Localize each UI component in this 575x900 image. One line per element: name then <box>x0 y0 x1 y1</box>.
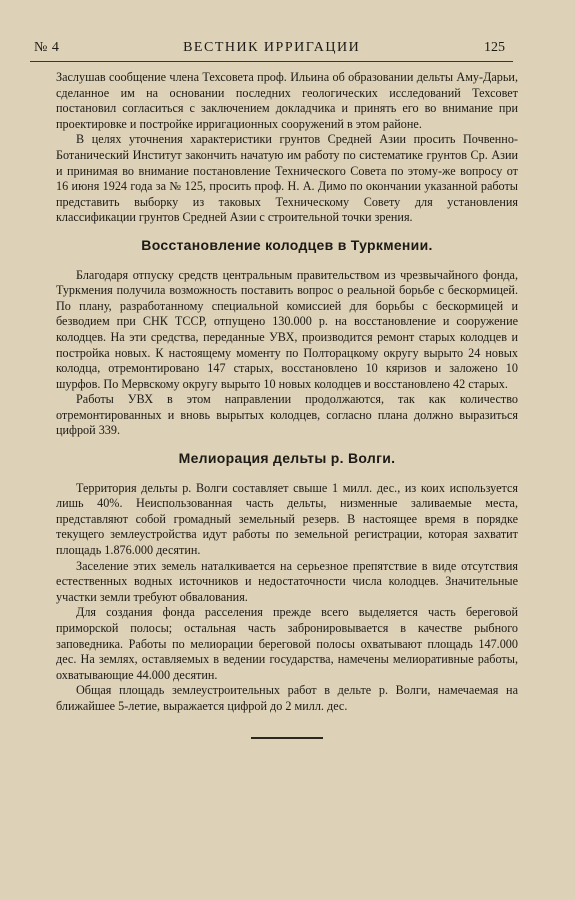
volga-paragraph-1: Территория дельты р. Волги составляет свыше 1 милл. дес., из коих используется лишь 40%. Неиспользованная часть дельты, низменные заливаемые места, представляют собой громадный земельный резерв. В настоящее время в порядке текущего землеустройства идут работы по земельной регистрации, которая захватит площадь 1.876.000 десятин. <box>56 480 518 558</box>
running-header <box>34 40 505 60</box>
wells-paragraph-1: Благодаря отпуску средств центральным правительством из чрезвычайного фонда, Туркмения получила возможность поставить вопрос о реальной борьбе с бескормицей. По плану, разработанному специальной комиссией для борьбы с бескормицей и безводием при СНК ТССР, отпущено 130.000 р. на восстановление и сооружение колодцев. На эти средства, переданные УВХ, производится ремонт старых колодцев и постройка новых. К настоящему моменту по Полторацкому округу вырыто 24 новых колодца, отремонтировано 147 старых, восстановлено 10 кяризов и заложено 10 шурфов. По Мервскому округу вырыто 10 новых колодцев и восстановлено 42 старых. <box>56 267 518 391</box>
intro-paragraph-1: Заслушав сообщение члена Техсовета проф. Ильина об образовании дельты Аму-Дарьи, сделанное им на основании последних геологических исследований Техсовет постановил согласиться с заключением докладчика и принять его во внимание при проектировке и постройке ирригационных сооружений в этом районе. <box>56 70 518 131</box>
section-heading-volga: Мелиорация дельты р. Волги. <box>178 450 396 467</box>
volga-paragraph-2: Заселение этих земель наталкивается на серьезное препятствие в виде отсутствия естественных водных источников и недостаточности числа колодцев. Значительные участки земли требуют обвалования. <box>56 558 518 604</box>
journal-title: ВЕСТНИК ИРРИГАЦИИ <box>183 40 361 55</box>
section-heading-wells: Восстановление колодцев в Туркмении. <box>141 236 433 253</box>
end-rule <box>251 737 323 739</box>
issue-number: № 4 <box>34 40 60 55</box>
page-number: 125 <box>483 40 505 55</box>
header-rule <box>30 61 513 62</box>
page-body <box>56 70 518 739</box>
volga-paragraph-3: Для создания фонда расселения прежде всего выделяется часть береговой приморской полосы; остальная часть забронировывается в качестве рыбного заповедника. Работы по мелиорации береговой полосы охватывают площадь 147.000 дес. На землях, оставляемых в ведении государства, намечены мелиоративные работы, охватывающие 44.000 десятин. <box>56 605 518 682</box>
volga-paragraph-4: Общая площадь землеустроительных работ в дельте р. Волги, намечаемая на ближайшее 5-летие, выражается цифрой до 2 милл. дес. <box>56 683 518 713</box>
intro-paragraph-2: В целях уточнения характеристики грунтов Средней Азии просить Почвенно-Ботанический Институт закончить начатую им работу по систематике грунтов Ср. Азии и принимая во внимание постановление Технического Совета по этому-же вопросу от 16 июня 1924 года за № 125, просить проф. Н. А. Димо по окончании указанной работы представить выборку из таковых Техническому Совету для установления классификации грунтов Средней Азии с строительной точки зрения. <box>56 132 518 225</box>
wells-paragraph-2: Работы УВХ в этом направлении продолжаются, так как количество отремонтированных и вновь вырытых колодцев, согласно плана должно выразиться цифрой 339. <box>56 392 518 438</box>
